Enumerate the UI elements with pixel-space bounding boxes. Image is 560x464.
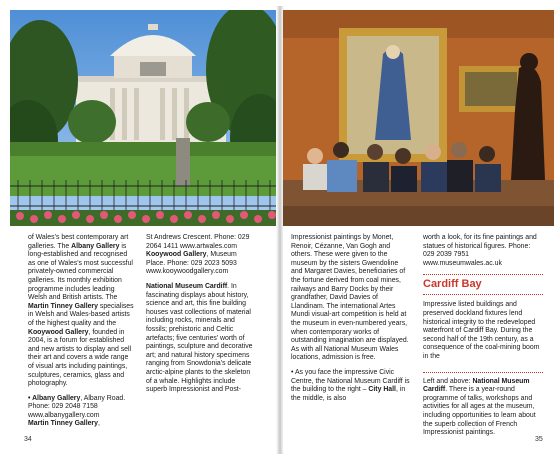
text-run: of Wales’s best contemporary art galleries. The	[28, 234, 129, 250]
cardiff-bay-paragraph: Impressive listed buildings and preserved dockland fixtures lend historical integrity to the redeveloped waterfront of Cardiff Bay. During the second half of the 19th century, as a consequence of the coal-mining boom in the	[423, 301, 540, 360]
text-run: is long-established and recognised as one of Wales’s most successful privately-owned commercial galleries. Its monthly exhibition programme includes leading Welsh and British artists. The	[28, 242, 133, 302]
listing-continued	[146, 234, 256, 277]
kooywood-gallery-name: Kooywood Gallery	[28, 328, 89, 336]
right-column-2	[423, 234, 543, 438]
photo-caption	[423, 372, 543, 438]
left-column-1	[28, 234, 134, 435]
national-museum-paragraph	[146, 283, 256, 395]
impressionist-paragraph: Impressionist paintings by Monet, Renoir, Cézanne, Van Gogh and others. These were given to the museum by the sisters Gwendoline and Margaret Davies, beneficiaries of the fortune derived from coal mines, railways and Barry Docks by their grandfather, David Davies of Llandinam. The international Artes Mundi visual-art competition is held at the museum in even-numbered years, when contemporary works of outstanding imagination are displayed. As with all National Museum Wales locations, admission is free.	[291, 234, 409, 362]
caption-text: . There is a year-round programme of talks, workshops and activities for all ages at the museum, including opportunities to learn about the superb collection of French Impressionist paintings.	[423, 386, 536, 437]
text-run: specialises in Welsh and Wales-based artists of the highest quality and the	[28, 302, 134, 327]
listing-name: Kooywood Gallery	[146, 251, 207, 259]
page-number: 34	[24, 436, 32, 443]
museum-exterior-illustration	[10, 10, 277, 226]
listing-detail: , Museum Place. Phone: 029 2023 5093 www.kooywoodgallery.com	[146, 251, 237, 276]
caption-lead: Left and above:	[423, 377, 473, 385]
left-page	[4, 10, 277, 452]
gallery-interior-photo	[283, 10, 554, 226]
civic-centre-paragraph	[291, 369, 411, 403]
albany-gallery-name: Albany Gallery	[71, 242, 120, 250]
martin-tinney-gallery-name: Martin Tinney Gallery	[28, 302, 98, 310]
listing-name: • Albany Gallery	[28, 394, 81, 402]
right-page	[283, 10, 556, 452]
caption-name: National Museum Cardiff	[423, 377, 530, 394]
listing-detail: , Albany Road. Phone: 029 2048 7158 www.albanygallery.com	[28, 394, 126, 419]
museum-exterior-photo	[10, 10, 277, 226]
listing-detail: ,	[97, 420, 100, 428]
galleries-listing	[28, 395, 134, 429]
left-column-2	[146, 234, 256, 401]
galleries-paragraph	[28, 234, 134, 389]
text-run: , founded in 2004, is a forum for established and new artists to display and sell their art and covers a wide range of visual arts including paintings, sculptures, ceramics, glass and photography.	[28, 328, 132, 388]
listing-detail: St Andrews Crescent. Phone: 029 2064 1411 www.artwales.com	[146, 234, 250, 250]
city-hall-name: City Hall	[368, 386, 396, 394]
gallery-interior-illustration	[283, 10, 554, 226]
section-heading-cardiff-bay: Cardiff Bay	[423, 274, 543, 295]
right-column-1	[291, 234, 411, 409]
page-number: 35	[535, 436, 543, 443]
national-museum-name: National Museum Cardiff	[146, 282, 228, 290]
text-run: • As you face the impressive Civic Centre, the National Museum Cardiff is the building to the right –	[291, 368, 410, 394]
city-hall-continued: worth a look, for its fine paintings and statues of historical figures. Phone: 029 2039 7951 www.museumwales.ac.uk	[423, 234, 537, 267]
listing-name: Martin Tinney Gallery	[28, 420, 98, 428]
text-run: . In fascinating displays about history, science and art, this fine building houses vast collections of material including rocks, minerals and fossils; prehistoric and Celtic artefacts; five centuries’ worth of paintings, sculpture and decorative art; and natural history specimens ranging from Snowdonia’s delicate arctic-alpine plants to the skeleton of a whale. Highlights include superb Impressionist and Post-	[146, 282, 253, 394]
text-run: , in the middle, is also	[291, 386, 406, 402]
